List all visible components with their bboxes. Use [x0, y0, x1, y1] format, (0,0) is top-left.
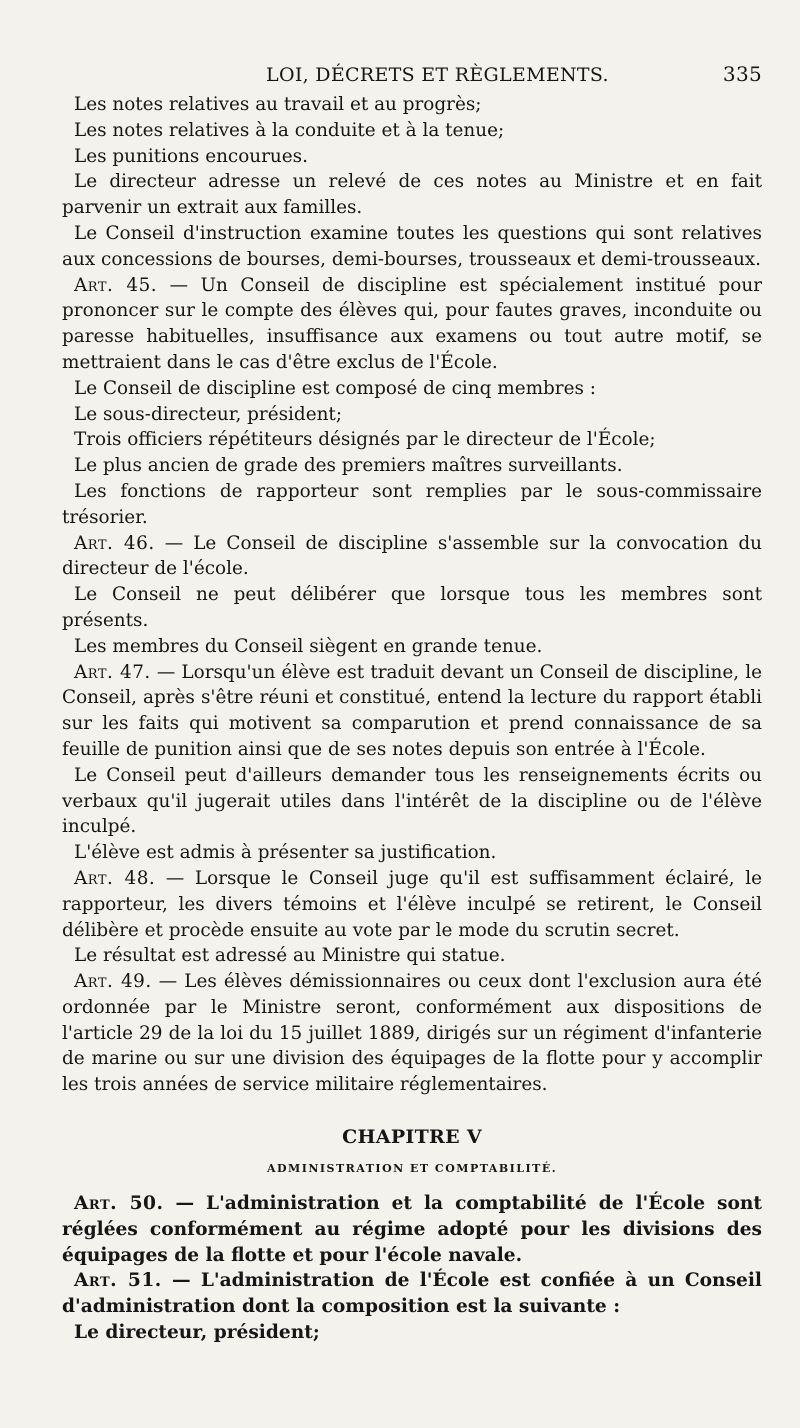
article-48: Art. 48. — Lorsque le Conseil juge qu'il est suffisamment éclairé, le rapporteur, les divers témoins et l'élève inculpé se retirent, le Conseil délibère et procède ensuite au vote par le mode du scrutin secret. — [62, 867, 762, 941]
article-50: Art. 50. — L'administration et la comptabilité de l'École sont réglées conformément au régime adopté pour les divisions des équipages de la flotte et pour l'école navale. — [62, 1193, 762, 1266]
paragraph: Le résultat est adressé au Ministre qui statue. — [74, 945, 506, 967]
article-number: Art. 46. — [74, 532, 155, 554]
article-45: Art. 45. — Un Conseil de discipline est spécialement institué pour prononcer sur le compte des élèves qui, pour fautes graves, inconduite ou paresse habituelles, insuffisance aux examens ou tout autre motif, se mettraient dans le cas d'être exclus de l'École. — [62, 274, 763, 373]
paragraph: Les notes relatives au travail et au progrès; — [74, 94, 482, 115]
paragraph: Le Conseil de discipline est composé de cinq membres : — [74, 377, 596, 399]
paragraph: Le Conseil ne peut délibérer que lorsque tous les membres sont présents. — [62, 584, 762, 631]
article-number: Art. 48. — [74, 867, 156, 889]
page-number: 335 — [722, 62, 762, 86]
paragraph: Les membres du Conseil siègent en grande tenue. — [74, 635, 543, 657]
article-49: Art. 49. — Les élèves démissionnaires ou ceux dont l'exclusion aura été ordonnée par le Ministre seront, conformément aux dispositions de l'article 29 de la loi du 15 juillet 1889, dirigés sur un régiment d'infanterie de marine ou sur une division des équipages de la flotte pour y accomplir les trois années de service militaire réglementaires. — [62, 971, 762, 1096]
paragraph: Le plus ancien de grade des premiers maîtres surveillants. — [74, 455, 623, 477]
chapter-subtitle: ADMINISTRATION ET COMPTABILITÉ. — [266, 1162, 558, 1176]
article-number: Art. 50. — [74, 1193, 164, 1215]
paragraph: Les punitions encourues. — [74, 145, 308, 167]
running-title: LOI, DÉCRETS ET RÈGLEMENTS. — [266, 64, 609, 86]
article-number: Art. 49. — [74, 971, 152, 993]
paragraph: Le Conseil d'instruction examine toutes les questions qui sont relatives aux concessions de bourses, demi-bourses, trousseaux et demi-trousseaux. — [62, 222, 762, 270]
article-number: Art. 45. — [74, 274, 158, 296]
article-number: Art. 47. — [74, 661, 151, 683]
paragraph: Le directeur, président; — [74, 1322, 320, 1344]
chapter-title: CHAPITRE V — [342, 1126, 482, 1149]
paragraph: Les notes relatives à la conduite et à la tenue; — [74, 119, 505, 141]
article-47: Art. 47. — Lorsqu'un élève est traduit devant un Conseil de discipline, le Conseil, après s'être réuni et constitué, entend la lecture du rapport établi sur les faits qui motivent sa comparution et prend connaissance de sa feuille de punition ainsi que de ses notes depuis son entrée à l'École. — [62, 661, 762, 760]
paragraph: L'élève est admis à présenter sa justification. — [74, 842, 497, 864]
body-text — [62, 92, 762, 1098]
article-46: Art. 46. — Le Conseil de discipline s'assemble sur la convocation du directeur de l'école. — [62, 532, 763, 580]
chapter-body — [62, 1191, 762, 1346]
running-header — [62, 62, 762, 86]
article-number: Art. 51. — [74, 1270, 162, 1292]
paragraph: Le Conseil peut d'ailleurs demander tous les renseignements écrits ou verbaux qu'il jugerait utiles dans l'intérêt de la discipline ou de l'élève inculpé. — [62, 764, 762, 838]
paragraph: Trois officiers répétiteurs désignés par le directeur de l'École; — [74, 429, 656, 451]
paragraph: Les fonctions de rapporteur sont remplies par le sous-commissaire trésorier. — [62, 480, 762, 528]
article-51: Art. 51. — L'administration de l'École est confiée à un Conseil d'administration dont la composition est la suivante : — [62, 1270, 763, 1318]
paragraph: Le sous-directeur, président; — [74, 403, 343, 425]
paragraph: Le directeur adresse un relevé de ces notes au Ministre et en fait parvenir un extrait aux familles. — [62, 171, 762, 219]
